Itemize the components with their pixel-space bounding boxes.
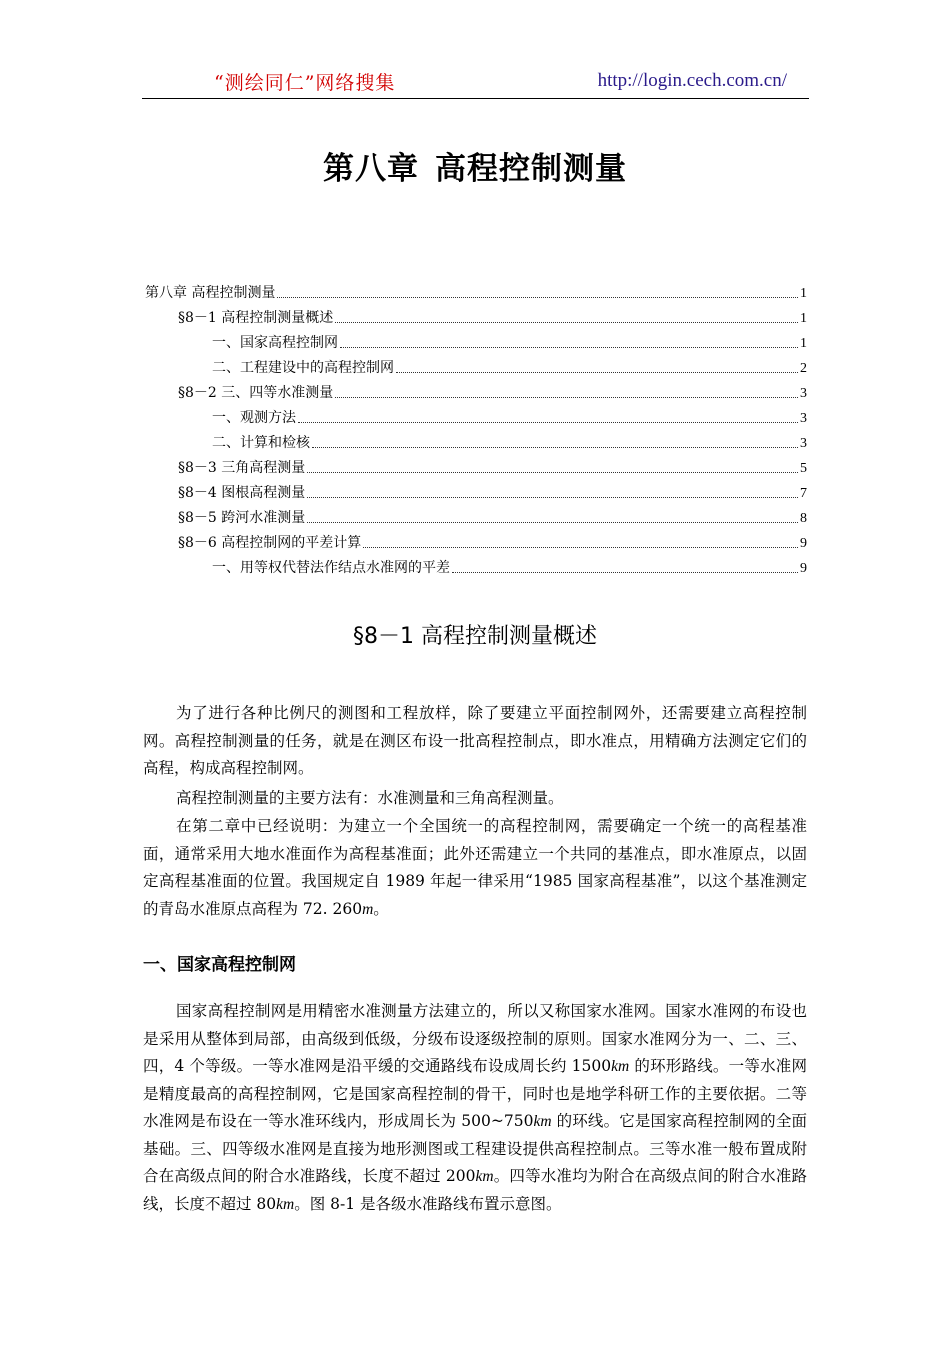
toc-leader-dots xyxy=(307,521,798,523)
toc-entry[interactable] xyxy=(178,457,807,477)
toc-entry-page: 3 xyxy=(800,386,807,401)
unit-km: km xyxy=(276,1195,295,1213)
paragraph-methods: 高程控制测量的主要方法有：水准测量和三角高程测量。 xyxy=(176,789,564,807)
toc-entry-title: 第八章 高程控制测量 xyxy=(145,285,276,301)
subheading-national-network: 一、国家高程控制网 xyxy=(143,955,296,975)
toc-entry-page: 1 xyxy=(800,336,807,351)
toc-entry[interactable] xyxy=(145,282,807,302)
toc-leader-dots xyxy=(363,546,798,548)
toc-entry[interactable] xyxy=(212,557,807,577)
page-header xyxy=(142,68,809,99)
toc-entry-page: 1 xyxy=(800,311,807,326)
toc-entry[interactable] xyxy=(212,332,807,352)
section-title: §8－1 高程控制测量概述 xyxy=(353,624,597,649)
toc-entry-title: §8－5 跨河水准测量 xyxy=(178,510,306,526)
paragraph-intro: 为了进行各种比例尺的测图和工程放样，除了要建立平面控制网外，还需要建立高程控制网。高程控制测量的任务，就是在测区布设一批高程控制点，即水准点，用精确方法测定它们的高程，构成高程控制网。 xyxy=(143,704,807,777)
toc-leader-dots xyxy=(312,446,798,448)
toc-entry-page: 2 xyxy=(800,361,807,376)
toc-entry[interactable] xyxy=(178,382,807,402)
toc-entry-page: 9 xyxy=(800,561,807,576)
toc-entry[interactable] xyxy=(178,532,807,552)
toc-entry-title: §8－2 三、四等水准测量 xyxy=(178,385,334,401)
header-url-link[interactable]: http://login.cech.com.cn/ xyxy=(597,70,787,91)
unit-km: km xyxy=(611,1058,630,1075)
toc-entry-title: 一、用等权代替法作结点水准网的平差 xyxy=(212,560,450,576)
p4-text-2: 的环形路线。一等水准网是精度最高的高程控制网，它是国家高程控制的骨干，同时也是地学科研工作的主要依据。二等水准网是布设在一等水准环线内，形成周长为 500~750 xyxy=(143,1057,807,1130)
toc-entry[interactable] xyxy=(178,507,807,527)
toc-entry[interactable] xyxy=(212,432,807,452)
toc-entry-page: 3 xyxy=(800,411,807,426)
toc-leader-dots xyxy=(335,396,798,398)
toc-entry-page: 9 xyxy=(800,536,807,551)
toc-entry-title: 二、工程建设中的高程控制网 xyxy=(212,360,394,376)
toc-leader-dots xyxy=(340,346,798,348)
toc-entry-title: §8－3 三角高程测量 xyxy=(178,460,306,476)
paragraph-datum xyxy=(143,813,807,923)
toc-leader-dots xyxy=(307,496,798,498)
unit-km: km xyxy=(475,1168,494,1185)
toc-entry-page: 1 xyxy=(800,286,807,301)
toc-entry-page: 7 xyxy=(800,486,807,501)
toc-entry-title: §8－6 高程控制网的平差计算 xyxy=(178,535,362,551)
chapter-title xyxy=(0,143,950,188)
p4-text-4: 。四等水准均为附合在高级点间的附合水准路线，长度不超过 80 xyxy=(143,1167,807,1213)
toc-entry-page: 5 xyxy=(800,461,807,476)
toc-entry[interactable] xyxy=(178,482,807,502)
toc-leader-dots xyxy=(452,571,798,573)
toc-entry[interactable] xyxy=(212,357,807,377)
toc-entry-title: 一、国家高程控制网 xyxy=(212,335,338,351)
toc-leader-dots xyxy=(307,471,798,473)
toc-entry[interactable] xyxy=(212,407,807,427)
unit-km: km xyxy=(533,1113,552,1130)
paragraph-datum-end: 。 xyxy=(373,899,389,918)
p4-text-5: 。图 8-1 是各级水准路线布置示意图。 xyxy=(294,1194,562,1213)
toc-leader-dots xyxy=(335,321,798,323)
toc-entry-page: 3 xyxy=(800,436,807,451)
toc-entry-title: §8－1 高程控制测量概述 xyxy=(178,310,334,326)
toc-leader-dots xyxy=(298,421,798,423)
paragraph-national-network xyxy=(143,998,807,1218)
toc-leader-dots xyxy=(396,371,798,373)
p4-text-3: 的环线。它是国家高程控制网的全面基础。三、四等级水准网是直接为地形测图或工程建设提供高程控制点。三等水准一般布置成附合在高级点间的附合水准路线，长度不超过 200 xyxy=(143,1112,807,1185)
header-source-text: “测绘同仁”网络搜集 xyxy=(214,72,396,94)
unit-meter: m xyxy=(362,900,374,918)
toc-entry[interactable] xyxy=(178,307,807,327)
chapter-number: 第八章 xyxy=(323,151,419,187)
toc-entry-page: 8 xyxy=(800,511,807,526)
chapter-name: 高程控制测量 xyxy=(435,151,627,187)
toc-entry-title: 二、计算和检核 xyxy=(212,435,310,451)
toc-entry-title: 一、观测方法 xyxy=(212,410,296,426)
paragraph-datum-text: 在第二章中已经说明：为建立一个全国统一的高程控制网，需要确定一个统一的高程基准面，通常采用大地水准面作为高程基准面；此外还需建立一个共同的基准点，即水准原点，以固定高程基准面的位置。我国规定自 1989 年起一律采用“1985 国家高程基准”，以这个基准测定的青岛水准原点高程为 72. 260 xyxy=(143,817,807,918)
toc-leader-dots xyxy=(277,296,798,298)
toc-entry-title: §8－4 图根高程测量 xyxy=(178,485,306,501)
p4-text-1: 国家高程控制网是用精密水准测量方法建立的，所以又称国家水准网。国家水准网的布设也是采用从整体到局部，由高级到低级，分级布设逐级控制的原则。国家水准网分为一、二、三、四，4 个等级。一等水准网是沿平缓的交通路线布设成周长约 1500 xyxy=(143,1002,807,1075)
